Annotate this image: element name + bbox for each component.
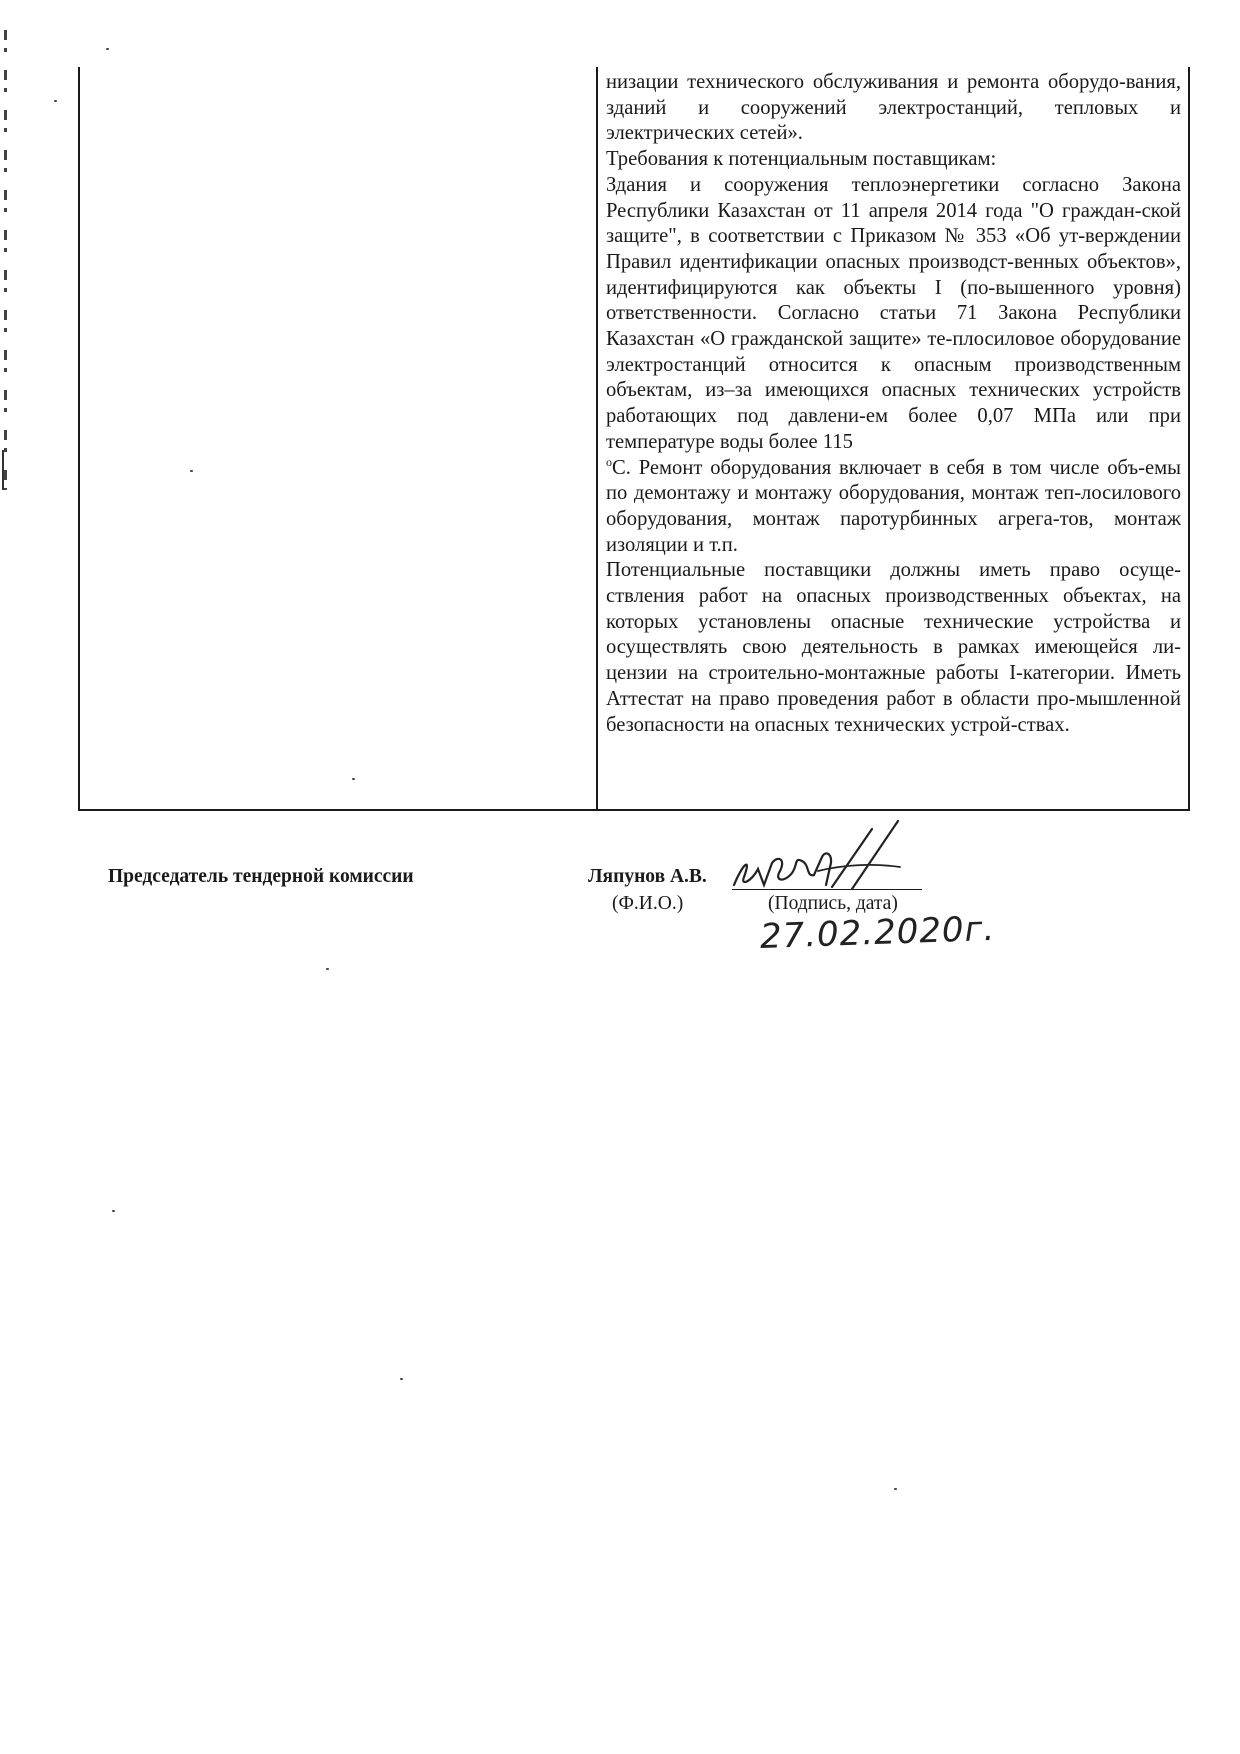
handwritten-date: 27.02.2020г. [759, 908, 996, 957]
paragraph-buildings: Здания и сооружения теплоэнергетики согласно Закона Республики Казахстан от 11 апреля 2014 года "О граждан-ской защите", в соответствии с Приказом № 353 «Об ут-верждении Правил идентификации опасных производст-венных объектов», идентифицируются как объекты I (по-вышенного уровня) ответственности. Согласно статьи 71 Закона Республики Казахстан «О гражданской защите» те-плосиловое оборудование электростанций относится к опасным производственным объектам, из–за имеющихся опасных технических устройств работающих под давлени-ем более 0,07 МПа или при температуре воды более 115 [606, 173, 1181, 453]
requirements-cell-text [606, 70, 1181, 738]
scan-speck [400, 1378, 403, 1380]
scan-speck [106, 48, 109, 50]
scan-speck [326, 968, 329, 970]
scan-speck [112, 1210, 115, 1212]
degree-mark: o [606, 454, 612, 469]
handwritten-signature [722, 815, 922, 895]
paragraph-repair-text: С. Ремонт оборудования включает в себя в том числе объ-емы по демонтажу и монтажу оборудования, монтаж теп-лосилового оборудования, монтаж паротурбинных агрега-тов, монтаж изоляции и т.п. [606, 456, 1181, 556]
paragraph-intro: низации технического обслуживания и ремонта оборудо-вания, зданий и сооружений электростанций, тепловых и электрических сетей». [606, 71, 1181, 145]
paragraph-repair [606, 456, 1181, 559]
scan-edge-artifact [2, 450, 4, 490]
scan-speck [894, 1488, 897, 1490]
scan-speck [54, 100, 57, 102]
signer-name: Ляпунов А.В. [588, 866, 707, 887]
fio-caption: (Ф.И.О.) [612, 893, 684, 914]
scan-edge-artifact [4, 30, 7, 490]
paragraph-requirements-heading: Требования к потенциальным поставщикам: [606, 148, 997, 171]
chairman-title: Председатель тендерной комиссии [108, 866, 414, 887]
table-column-divider [596, 67, 598, 811]
signature-caption: (Подпись, дата) [768, 893, 898, 914]
paragraph-suppliers: Потенциальные поставщики должны иметь право осуще-ствления работ на опасных производственных объектах, на которых установлены опасные технические устройства и осуществлять свою деятельность в рамках имеющейся ли-цензии на строительно-монтажные работы I-категории. Иметь Аттестат на право проведения работ в области про-мышленной безопасности на опасных технических устрой-ствах. [606, 559, 1181, 736]
